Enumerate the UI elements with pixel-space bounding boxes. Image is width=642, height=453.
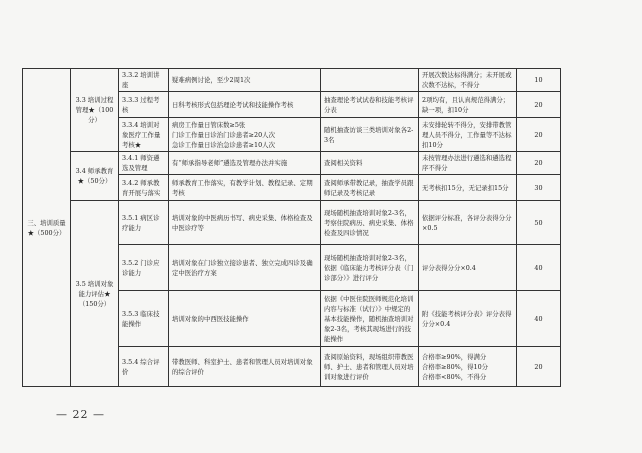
score: 50 [517, 201, 561, 245]
inspection-method: 查阅师承带教记录，抽查学员跟师记录及考核记录 [321, 175, 419, 201]
inspection-method: 查阅相关资料 [321, 152, 419, 175]
score: 20 [517, 118, 561, 152]
score: 40 [517, 291, 561, 347]
main-category [23, 69, 71, 387]
scoring-criteria: 合格率≥90%，得满分 合格率≥80%，得10分 合格率<80%，不得分 [419, 347, 517, 387]
inspection-method: 依据《中医住院医师规范化培训内容与标准（试行）》中规定的基本技能操作，随机抽查培训对象2-3名，考核其现场进行的技能操作 [321, 291, 419, 347]
scoring-criteria: 开展次数达标得满分；未开展或次数不达标，不得分 [419, 69, 517, 92]
group-3-5 [71, 201, 119, 387]
scoring-criteria: 无考核扣15分，无记录扣15分 [419, 175, 517, 201]
score: 20 [517, 152, 561, 175]
group-3-5-label: 3.5 培训对象能力评估★（150分） [75, 279, 114, 308]
sub-item: 3.4.1 师资遴选及管理 [119, 152, 169, 175]
scoring-criteria: 未按管理办法进行遴选和遴选程序不得分 [419, 152, 517, 175]
sub-item: 3.3.2 培训讲座 [119, 69, 169, 92]
group-3-4-label: 3.4 师承教育★（50分） [75, 167, 114, 185]
evaluation-table [22, 68, 561, 387]
sub-item: 3.5.1 病区诊疗能力 [119, 201, 169, 245]
sub-item: 3.4.2 师承教育开展与落实 [119, 175, 169, 201]
group-3-3 [71, 69, 119, 152]
score: 30 [517, 175, 561, 201]
score: 20 [517, 347, 561, 387]
sub-item: 3.5.4 综合评价 [119, 347, 169, 387]
group-3-3-label: 3.3 培训过程管理★（100分） [75, 96, 114, 124]
requirement: 带教医师、科室护士、患者和管理人员对培训对象的综合评价 [169, 347, 321, 387]
inspection-method: 抽查理论考试试卷和技能考核评分表 [321, 92, 419, 118]
inspection-method: 现场随机抽查培训对象2-3名，考察住院病历、病史采集、体格检查及四诊情况 [321, 201, 419, 245]
requirement: 日科考核形式包括理论考试和技能操作考核 [169, 92, 321, 118]
sub-item: 3.3.4 培训对象医疗工作量考核★ [119, 118, 169, 152]
inspection-method [321, 69, 419, 92]
group-3-4 [71, 152, 119, 201]
requirement: 培训对象的中医病历书写、病史采集、体格检查及中医诊疗等 [169, 201, 321, 245]
main-category-label: 三、培训质量★（500分） [27, 218, 66, 237]
table-row [23, 152, 561, 175]
inspection-method: 随机抽查访谈三类培训对象各2-3名 [321, 118, 419, 152]
inspection-method: 查阅原始资料，现场组织带教医师、护士、患者和管理人员对培训对象进行评价 [321, 347, 419, 387]
scoring-criteria: 评分表得分分×0.4 [419, 245, 517, 291]
scoring-criteria: 依据评分标准，各评分表得分分×0.5 [419, 201, 517, 245]
requirement: 病房工作量日管床数≥5张 门诊工作量日诊治门诊患者≥20人次 急诊工作量日诊治急诊患者≥10人次 [169, 118, 321, 152]
requirement: 师承教育工作落实，有教学计划、教程记录、定期考核 [169, 175, 321, 201]
table-row [23, 69, 561, 92]
requirement: 培训对象的中西医技能操作 [169, 291, 321, 347]
table-row [23, 201, 561, 245]
inspection-method: 现场随机抽查培训对象2-3名，依据《临床能力考核评分表（门诊部分）》进行评分 [321, 245, 419, 291]
score: 40 [517, 245, 561, 291]
scoring-criteria: 未安排轮转不得分，安排带教管理人员不得分，工作量等不达标扣10分 [419, 118, 517, 152]
scoring-criteria: 附《技能考核评分表》评分表得分分×0.4 [419, 291, 517, 347]
sub-item: 3.5.3 临床技能操作 [119, 291, 169, 347]
requirement: 有“师承指导老师”遴选及管理办法并实施 [169, 152, 321, 175]
requirement: 疑难病例讨论，至少2周1次 [169, 69, 321, 92]
score: 10 [517, 69, 561, 92]
sub-item: 3.3.3 过程考核 [119, 92, 169, 118]
page-number: — 22 — [56, 408, 105, 421]
scoring-criteria: 2项均有，且认真规范得满分；缺一项，扣10分 [419, 92, 517, 118]
score: 20 [517, 92, 561, 118]
requirement: 培训对象在门诊独立接诊患者、独立完成四诊及确定中医治疗方案 [169, 245, 321, 291]
sub-item: 3.5.2 门诊应诊能力 [119, 245, 169, 291]
